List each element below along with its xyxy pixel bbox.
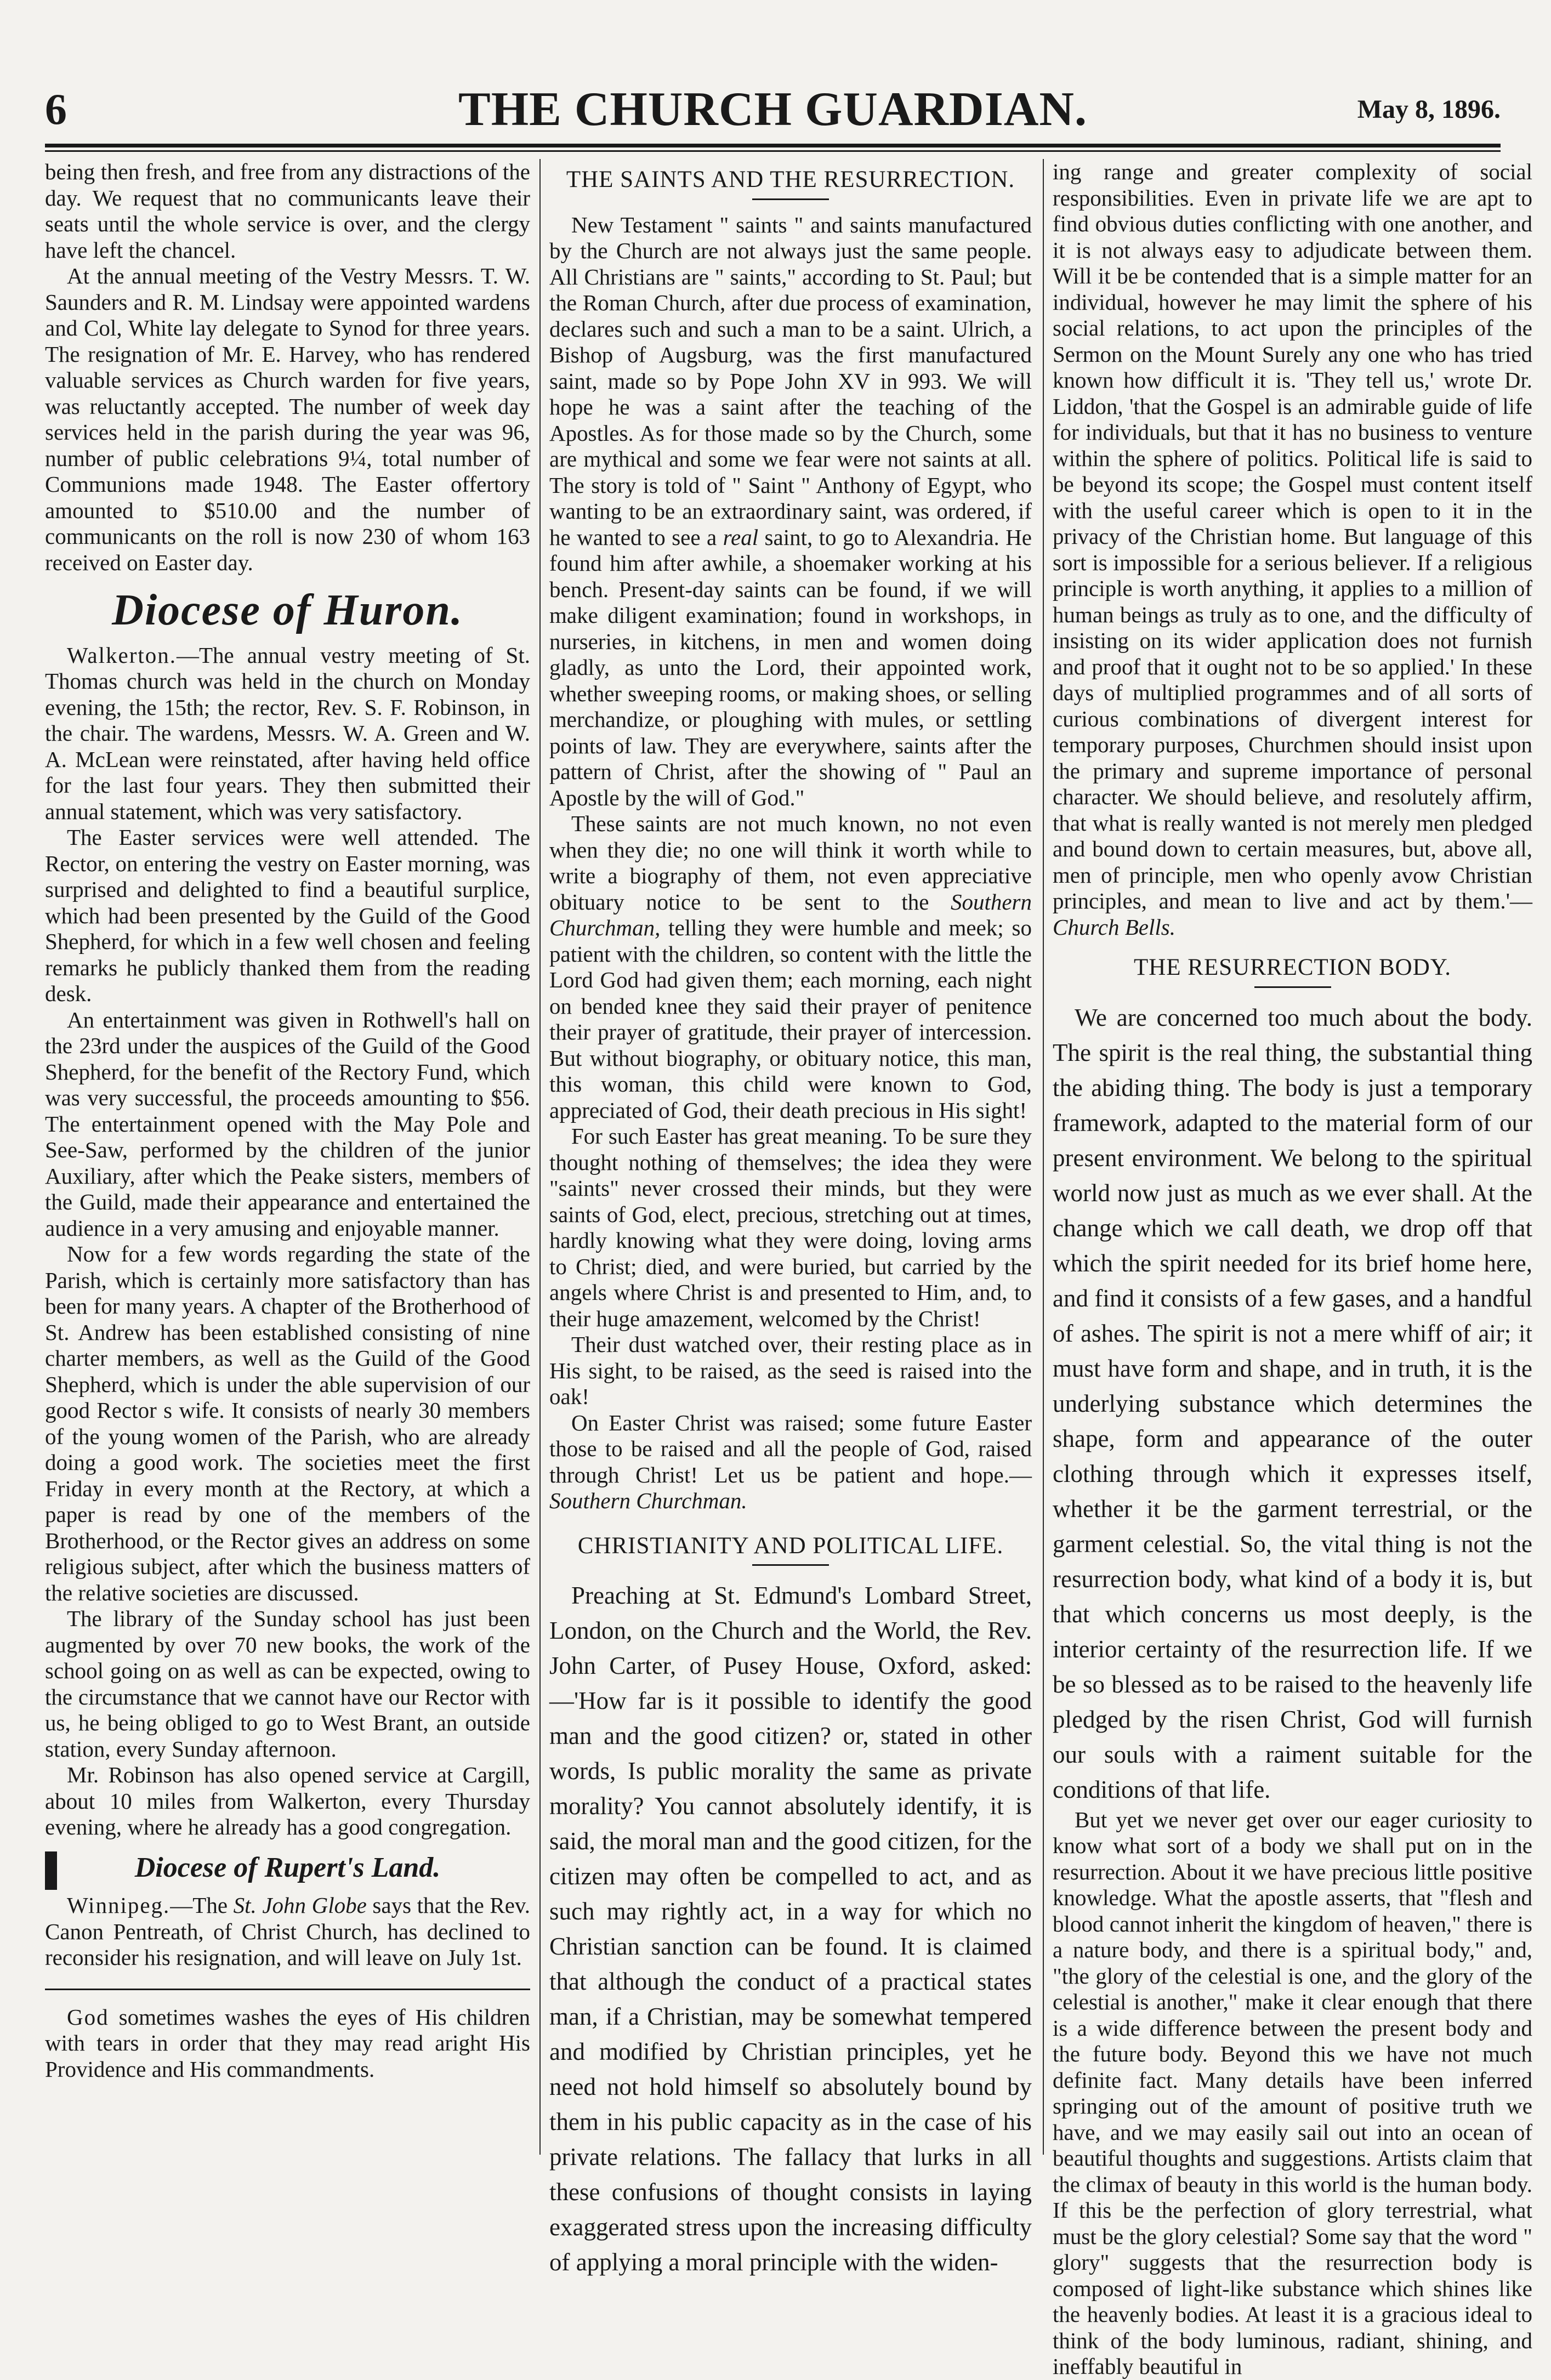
paragraph: Their dust watched over, their resting place as in His sight, to be raised, as the seed is raised into the oak!	[549, 1332, 1032, 1409]
paragraph-text: ing range and greater complexity of social responsibilities. Even in private life we are apt to find obvious duties conflicting with one another, and it is not always easy to adjudicate between them. Will it be be contended that is a simple matter for an individual, however he may limit the sphere of his social relations, to act upon the principles of the Sermon on the Mount Surely any one who has tried known how difficult it is. 'They tell us,' wrote Dr. Liddon, 'that the Gospel is an admirable guide of life for individuals, but that it has no business to venture within the sphere of politics. Political life is said to be beyond its scope; the Gospel must content itself with the useful career which is open to it in the privacy of the Christian home. But language of this sort is impossible for a serious believer. If a religious principle is worth anything, it applies to a million of human beings as truly as to one, and the difficulty of insisting on its wider application does not furnish and proof that it ought not to be so applied.' In these days of multiplied programmes and of all sorts of curious combinations of divergent interest for temporary purposes, Churchmen should insist upon the primary and supreme importance of personal character. We should believe, and resolutely affirm, that what is really wanted is not merely men pledged and bound down to certain measures, but, above all, men of principle, men who openly avow Christian principles, and mean to live and act by them.'—	[1053, 159, 1532, 913]
masthead	[45, 77, 1501, 143]
article-heading: THE RESURRECTION BODY.	[1133, 955, 1452, 980]
paragraph: An entertainment was given in Rothwell's hall on the 23rd under the auspices of the Guild of the Good Shepherd, for the benefit of the Rectory Fund, which was very successful, the proceeds amounting to $56. The entertainment opened with the May Pole and See-Saw, performed by the children of the junior Auxiliary, after which the Peake sisters, members of the Guild, made their appearance and entertained the audience in a very amusing and enjoyable manner.	[45, 1007, 530, 1241]
paragraph: For such Easter has great meaning. To be sure they thought nothing of themselves; the idea they were "saints" never crossed their minds, but they were saints of God, elect, precious, stretching out at times, hardly knowing what they were doing, loving arms to Christ; died, and were buried, but carried by the angels where Christ is and presented to Him, and, to their huge amazement, welcomed by the Christ!	[549, 1123, 1032, 1331]
paragraph	[45, 2004, 530, 2083]
source-credit: Church Bells.	[1053, 914, 1175, 940]
issue-date: May 8, 1896.	[1357, 95, 1501, 124]
ink-mark	[45, 1851, 57, 1890]
column-3	[1053, 159, 1532, 2379]
paragraph: Preaching at St. Edmund's Lombard Street, London, on the Church and the World, the Rev. John Carter, of Pusey House, Oxford, asked: —'How far is it possible to identify the good man and the good citizen? or, stated in other words, Is public morality the same as private morality? You cannot absolutely identify, it is said, the moral man and the good citizen, for the citizen may often be compelled to act, and as such may rightly act, in a way for which no Christian sanction can be found. It is claimed that although the conduct of a practical states man, if a Christian, may be somewhat tempered and modified by Christian principles, yet he need not hold himself so absolutely bound by them in his public capacity as in the case of his private relations. The fallacy that lurks in all these confusions of thought consists in laying exaggerated stress upon the increasing difficulty of applying a moral principle with the widen-	[549, 1582, 1032, 2276]
page-number: 6	[45, 86, 67, 134]
paragraph-text: —The annual vestry meeting of St. Thomas church was held in the church on Monday evening, the 15th; the rector, Rev. S. F. Robinson, in the chair. The wardens, Messrs. W. A. Green and W. A. McLean were reinstated, after having held office for the last four years. They then submitted their annual statement, which was very satisfactory.	[45, 642, 530, 824]
paragraph-text: On Easter Christ was raised; some future Easter those to be raised and all the people of God, raised through Christ! Let us be patient and hope.—	[549, 1410, 1032, 1487]
section-divider	[45, 1989, 530, 1990]
column-1	[45, 159, 530, 2160]
place-name: Walkerton.	[67, 642, 177, 668]
heading-rule	[752, 1564, 829, 1566]
masthead-rule-thick	[45, 144, 1501, 147]
column-2	[549, 159, 1032, 2276]
emphasis: real	[723, 524, 759, 550]
heading-rule	[1254, 986, 1331, 988]
diocese-huron-heading: Diocese of Huron.	[112, 586, 463, 634]
lead-word: God	[67, 2004, 109, 2030]
paragraph	[45, 643, 530, 825]
paragraph	[1053, 159, 1532, 940]
newspaper-name: Southern Churchman,	[549, 889, 1032, 940]
paragraph-text: says that the Rev. Canon Pentreath, of Christ Church, has declined to reconsider his resignation, and will leave on July 1st.	[45, 1893, 530, 1970]
paragraph	[45, 1893, 530, 1971]
paragraph-text: telling they were humble and meek; so patient with the children, so content with the little the Lord God had given them; each morning, each night on bended knee they said their prayer of penitence their prayer of gratitude, their prayer of intercession. But without biography, or obituary notice, this man, this woman, this child were known to God, appreciated of God, their death precious in His sight!	[549, 915, 1032, 1123]
diocese-ruperts-land-heading	[45, 1851, 530, 1883]
source-credit: Southern Churchman.	[549, 1488, 747, 1513]
paragraph: Now for a few words regarding the state of the Parish, which is certainly more satisfactory than has been for many years. A chapter of the Brotherhood of St. Andrew has been established consisting of nine charter members, as well as the Guild of the Good Shepherd, which is under the able supervision of our good Rector s wife. It consists of nearly 30 members of the young women of the Parish, who are already doing a good work. The societies meet the first Friday in every month at the Rectory, at which a paper is read by one of the members of the Brotherhood, or the Rector gives an address on some religious subject, after which the business matters of the relative societies are discussed.	[45, 1241, 530, 1605]
newspaper-name: St. John Globe	[233, 1893, 367, 1918]
paragraph: Mr. Robinson has also opened service at Cargill, about 10 miles from Walkerton, every Thursday evening, where he already has a good congregation.	[45, 1762, 530, 1839]
paragraph: The library of the Sunday school has just been augmented by over 70 new books, the work of the school going on as well as can be expected, owing to the circumstance that we cannot have our Rector with us, he being obliged to go to West Brant, an outside station, every Sunday afternoon.	[45, 1606, 530, 1762]
masthead-rule-thin	[45, 150, 1501, 152]
heading-rule	[752, 198, 829, 200]
paragraph: The Easter services were well attended. The Rector, on entering the vestry on Easter morning, was surprised and delighted to find a beautiful surplice, which had been presented by the Guild of the Good Shepherd, for which in a few well chosen and feeling remarks he publicly thanked them from the reading desk.	[45, 825, 530, 1006]
article-heading: CHRISTIANITY AND POLITICAL LIFE.	[577, 1532, 1004, 1559]
paragraph-text: sometimes washes the eyes of His children with tears in order that they may read aright His Providence and His commandments.	[45, 2004, 530, 2082]
column-divider-2	[1043, 159, 1044, 2155]
newspaper-title: THE CHURCH GUARDIAN.	[458, 83, 1087, 136]
paragraph	[549, 811, 1032, 1123]
paragraph	[549, 1410, 1032, 1514]
column-divider-1	[539, 159, 541, 2155]
paragraph-text: These saints are not much known, no not even when they die; no one will think it worth while to write a biography of them, not even appreciative obituary notice to be sent to the	[549, 811, 1032, 914]
paragraph	[549, 212, 1032, 811]
paragraph-text: New Testament " saints " and saints manufactured by the Church are not always just the same people. All Christians are " saints," according to St. Paul; but the Roman Church, after due process of examination, declares such and such a man to be a saint. Ulrich, a Bishop of Augsburg, was the first manufactured saint, made so by Pope John XV in 993. We will hope he was a saint after the teaching of the Apostles. As for those made so by the Church, some are mythical and some we fear were not saints at all. The story is told of " Saint " Anthony of Egypt, who wanting to be an extraordinary saint, was ordered, if he wanted to see a	[549, 212, 1032, 550]
heading-text: Diocese of Rupert's Land.	[134, 1851, 441, 1883]
paragraph: But yet we never get over our eager curiosity to know what sort of a body we shall put on in the resurrection. About it we have precious little positive knowledge. What the apostle asserts, that "flesh and blood cannot inherit the kingdom of heaven," there is a nature body, and there is a spiritual body," and, "the glory of the celestial is one, and the glory of the celestial is another," make it clear enough that there is a wide difference between the present body and the future body. Beyond this we have not much definite fact. Many details have been inferred springing out of the amount of positive truth we have, and we may easily sail out into an ocean of beautiful thoughts and suggestions. Artists claim that the climax of beauty in this world is the human body. If this be the perfection of glory terrestrial, what must be the glory celestial? Some say that the word " glory" suggests that the resurrection body is composed of light-like substance which shines like the heavenly bodies. At least it is a gracious ideal to think of the body luminous, radiant, shining, and ineffably beautiful in	[1053, 1807, 1532, 2379]
paragraph: being then fresh, and free from any distractions of the day. We request that no communicants leave their seats until the whole service is over, and the clergy have left the chancel.	[45, 159, 530, 263]
paragraph-text: saint, to go to Alexandria. He found him after awhile, a shoemaker working at his bench. Present-day saints can be found, if we will make diligent examination; found in workshops, in nurseries, in kitchens, in men and women doing gladly, as unto the Lord, their appointed work, whether sweeping rooms, or making shoes, or selling merchandize, or ploughing with mules, or settling points of law. They are everywhere, saints after the pattern of Christ, after the showing of " Paul an Apostle by the will of God."	[549, 524, 1032, 810]
article-heading: THE SAINTS AND THE RESURRECTION.	[566, 167, 1015, 192]
paragraph-text: —The	[170, 1893, 234, 1918]
paragraph: We are concerned too much about the body. The spirit is the real thing, the substantial thing the abiding thing. The body is just a temporary framework, adapted to the material form of our present environment. We belong to the spiritual world now just as much as we ever shall. At the change which we call death, we drop off that which the spirit needed for its brief home here, and find it consists of a few gases, and a handful of ashes. The spirit is not a mere whiff of air; it must have form and shape, and in truth, it is the underlying substance which determines the shape, form and appearance of the outer clothing through which it expresses itself, whether it be the garment terrestrial, or the garment celestial. So, the vital thing is not the resurrection body, what kind of a body it is, but that which concerns us most deeply, is the interior certainty of the resurrection life. If we be so blessed as to be raised to the heavenly life pledged by the risen Christ, God will furnish our souls with a raiment suitable for the conditions of that life.	[1053, 1003, 1532, 1803]
paragraph: At the annual meeting of the Vestry Messrs. T. W. Saunders and R. M. Lindsay were appointed wardens and Col, White lay delegate to Synod for three years. The resignation of Mr. E. Harvey, who has rendered valuable services as Church warden for five years, was reluctantly accepted. The number of week day services held in the parish during the year was 96, number of public celebrations 9¼, total number of Communions made 1948. The Easter offertory amounted to $510.00 and the number of communicants on the roll is now 230 of whom 163 received on Easter day.	[45, 263, 530, 575]
place-name: Winnipeg.	[67, 1893, 171, 1918]
